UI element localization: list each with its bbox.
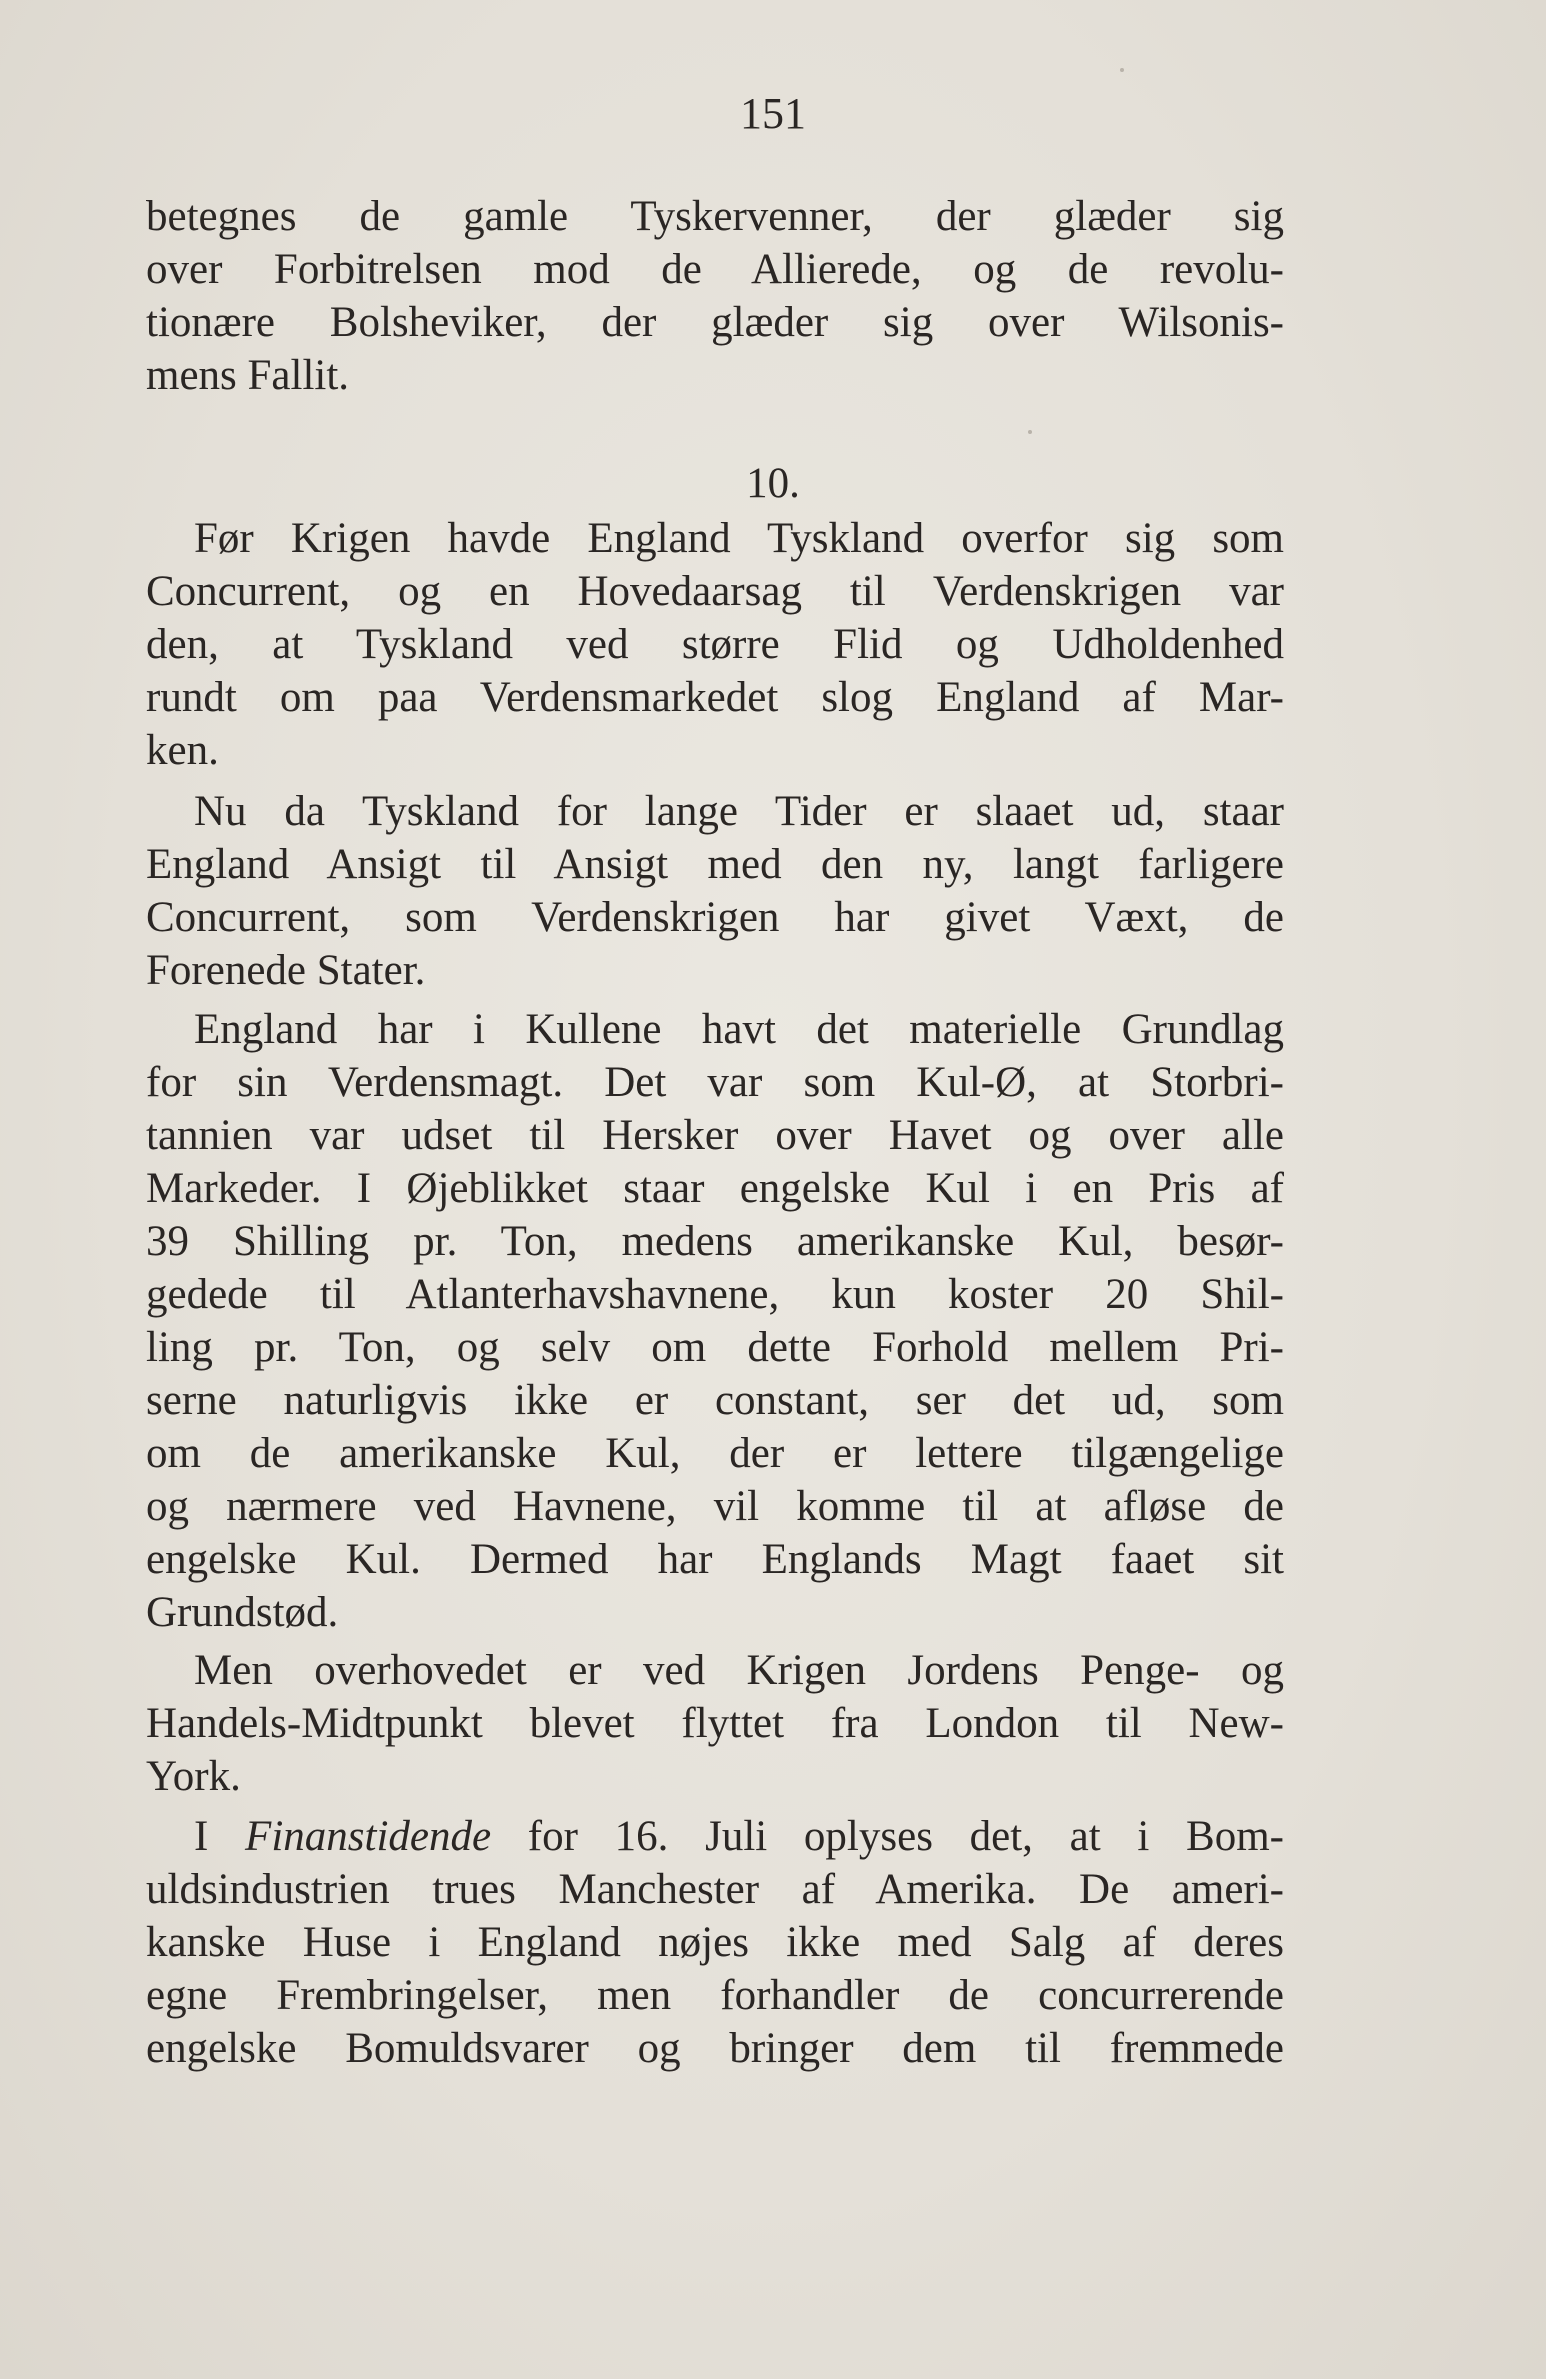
paragraph-finance-center bbox=[146, 1644, 1284, 1803]
text-line: Handels-Midtpunkt blevet flyttet fra London til New- bbox=[146, 1700, 1284, 1747]
text-line: ling pr. Ton, og selv om dette Forhold mellem Pri- bbox=[146, 1324, 1284, 1371]
section-number: 10. bbox=[746, 460, 800, 507]
text-line: Forenede Stater. bbox=[146, 947, 426, 994]
text-line: mens Fallit. bbox=[146, 352, 350, 399]
text-line: og nærmere ved Havnene, vil komme til at afløse de bbox=[146, 1483, 1284, 1530]
text-line: engelske Kul. Dermed har Englands Magt faaet sit bbox=[146, 1536, 1284, 1583]
text-line: over Forbitrelsen mod de Allierede, og de revolu- bbox=[146, 246, 1284, 293]
text-line: tannien var udset til Hersker over Havet og over alle bbox=[146, 1112, 1284, 1159]
paragraph-england-germany bbox=[146, 512, 1284, 777]
text-line: Før Krigen havde England Tyskland overfor sig som bbox=[194, 515, 1284, 562]
text-line: serne naturligvis ikke er constant, ser det ud, som bbox=[146, 1377, 1284, 1424]
paper-speck bbox=[1120, 68, 1124, 72]
text-line: rundt om paa Verdensmarkedet slog England af Mar- bbox=[146, 674, 1284, 721]
paragraph-cotton-industry bbox=[146, 1810, 1284, 2075]
text-line: engelske Bomuldsvarer og bringer dem til fremmede bbox=[146, 2025, 1284, 2072]
text-line: Grundstød. bbox=[146, 1589, 339, 1636]
paragraph-continuation bbox=[146, 190, 1284, 402]
text-line: den, at Tyskland ved større Flid og Udholdenhed bbox=[146, 621, 1284, 668]
text-line: egne Frembringelser, men forhandler de concurrerende bbox=[146, 1972, 1284, 2019]
text-line: 39 Shilling pr. Ton, medens amerikanske Kul, besør- bbox=[146, 1218, 1284, 1265]
paragraph-united-states bbox=[146, 785, 1284, 997]
text-line bbox=[146, 1810, 1284, 1863]
text-line: om de amerikanske Kul, der er lettere tilgængelige bbox=[146, 1430, 1284, 1477]
text-line: England Ansigt til Ansigt med den ny, langt farligere bbox=[146, 841, 1284, 888]
text-line: for sin Verdensmagt. Det var som Kul-Ø, at Storbri- bbox=[146, 1059, 1284, 1106]
page-number: 151 bbox=[740, 89, 806, 138]
paper-speck bbox=[1028, 430, 1032, 434]
text-line: Markeder. I Øjeblikket staar engelske Kul i en Pris af bbox=[146, 1165, 1284, 1212]
text-line: York. bbox=[146, 1753, 241, 1800]
text-line: Concurrent, og en Hovedaarsag til Verdenskrigen var bbox=[146, 568, 1284, 615]
publication-title: Finanstidende bbox=[245, 1813, 492, 1860]
text-line: Men overhovedet er ved Krigen Jordens Penge- og bbox=[194, 1647, 1284, 1694]
text-line: tionære Bolsheviker, der glæder sig over Wilsonis- bbox=[146, 299, 1284, 346]
text-line: Nu da Tyskland for lange Tider er slaaet ud, staar bbox=[194, 788, 1284, 835]
paragraph-coal bbox=[146, 1003, 1284, 1639]
text-line: ken. bbox=[146, 727, 219, 774]
text-line: Concurrent, som Verdenskrigen har givet Væxt, de bbox=[146, 894, 1284, 941]
text-line: gedede til Atlanterhavshavnene, kun koster 20 Shil- bbox=[146, 1271, 1284, 1318]
text-line: England har i Kullene havt det materielle Grundlag bbox=[194, 1006, 1284, 1053]
text-line: uldsindustrien trues Manchester af Amerika. De ameri- bbox=[146, 1866, 1284, 1913]
text-line: betegnes de gamle Tyskervenner, der glæder sig bbox=[146, 193, 1284, 240]
text-line: kanske Huse i England nøjes ikke med Salg af deres bbox=[146, 1919, 1284, 1966]
text-fragment: for 16. Juli oplyses det, at i Bom- bbox=[491, 1813, 1284, 1860]
text-fragment: I bbox=[194, 1813, 246, 1860]
